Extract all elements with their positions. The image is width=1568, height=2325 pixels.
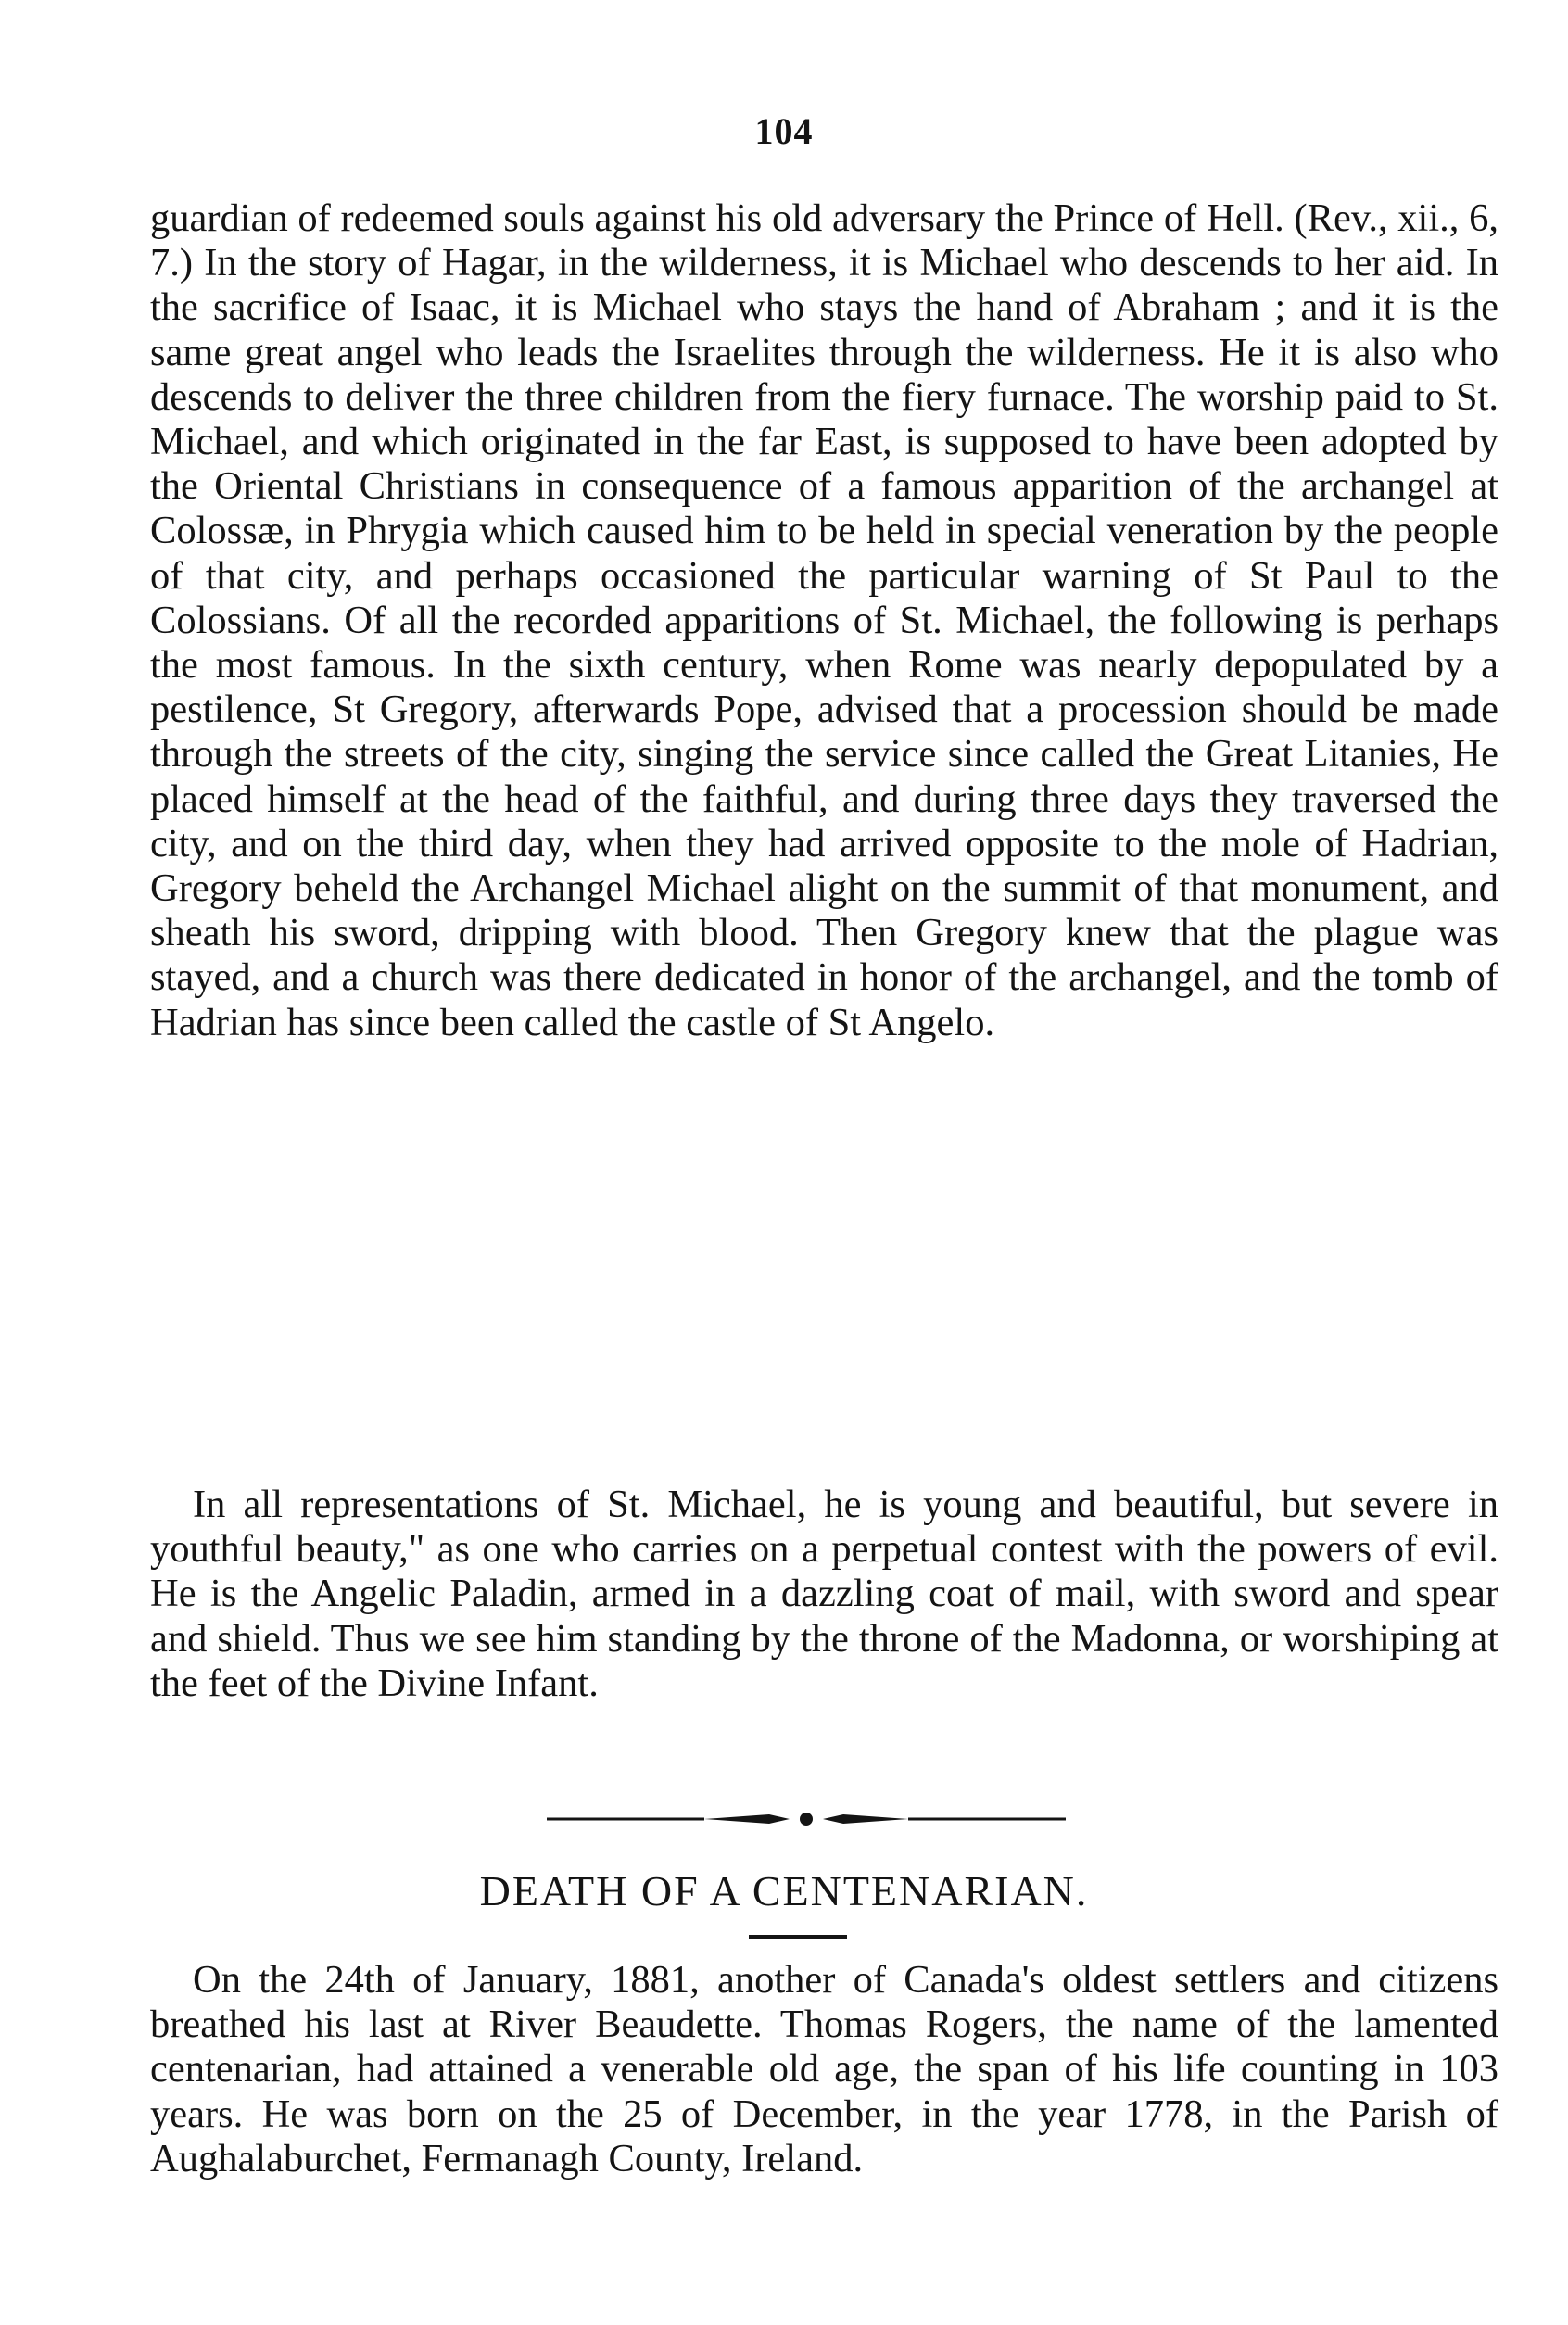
heading-rule: [749, 1935, 847, 1939]
section-heading: DEATH OF A CENTENARIAN.: [479, 1867, 1089, 1914]
section-paragraph-1: On the 24th of January, 1881, another of Canada's oldest settlers and citizens breathed his last at River Beaudette. Thomas Rogers, the name of the lamented centenarian, had attained a venerable old age, the span of his life counting in 103 years. He was born on the 25 of December, in the year 1778, in the Parish of Aughalaburchet, Fermanagh County, Ireland.: [150, 1958, 1498, 2180]
body-paragraph-2: In all representations of St. Michael, he is young and beautiful, but severe in youthful beauty," as one who carries on a perpetual contest with the powers of evil. He is the Angelic Paladin, armed in a dazzling coat of mail, with sword and spear and shield. Thus we see him standing by the throne of the Madonna, or worshiping at the feet of the Divine Infant.: [150, 1483, 1498, 1705]
page-number: 104: [754, 110, 814, 152]
body-paragraph-1: guardian of redeemed souls against his old adversary the Prince of Hell. (Rev., xii., 6, 7.) In the story of Hagar, in the wilderness, it is Michael who descends to her aid. In the sacrifice of Isaac, it is Michael who stays the hand of Abraham ; and it is the same great angel who leads the Israelites through the wilderness. He it is also who descends to deliver the three children from the fiery furnace. The worship paid to St. Michael, and which originated in the far East, is supposed to have been adopted by the Oriental Christians in consequence of a famous apparition of the archangel at Colossæ, in Phrygia which caused him to be held in special veneration by the people of that city, and perhaps occasioned the particular warning of St Paul to the Colossians. Of all the recorded apparitions of St. Michael, the following is perhaps the most famous. In the sixth century, when Rome was nearly depopulated by a pestilence, St Gregory, afterwards Pope, advised that a procession should be made through the streets of the city, singing the service since called the Great Litanies, He placed himself at the head of the faithful, and during three days they traversed the city, and on the third day, when they had arrived opposite to the mole of Hadrian, Gregory beheld the Archangel Michael alight on the summit of that monument, and sheath his sword, dripping with blood. Then Gregory knew that the plague was stayed, and a church was there dedicated in honor of the archangel, and the tomb of Hadrian has since been called the castle of St Angelo.: [150, 196, 1498, 1044]
ornamental-divider: [547, 1809, 1066, 1829]
